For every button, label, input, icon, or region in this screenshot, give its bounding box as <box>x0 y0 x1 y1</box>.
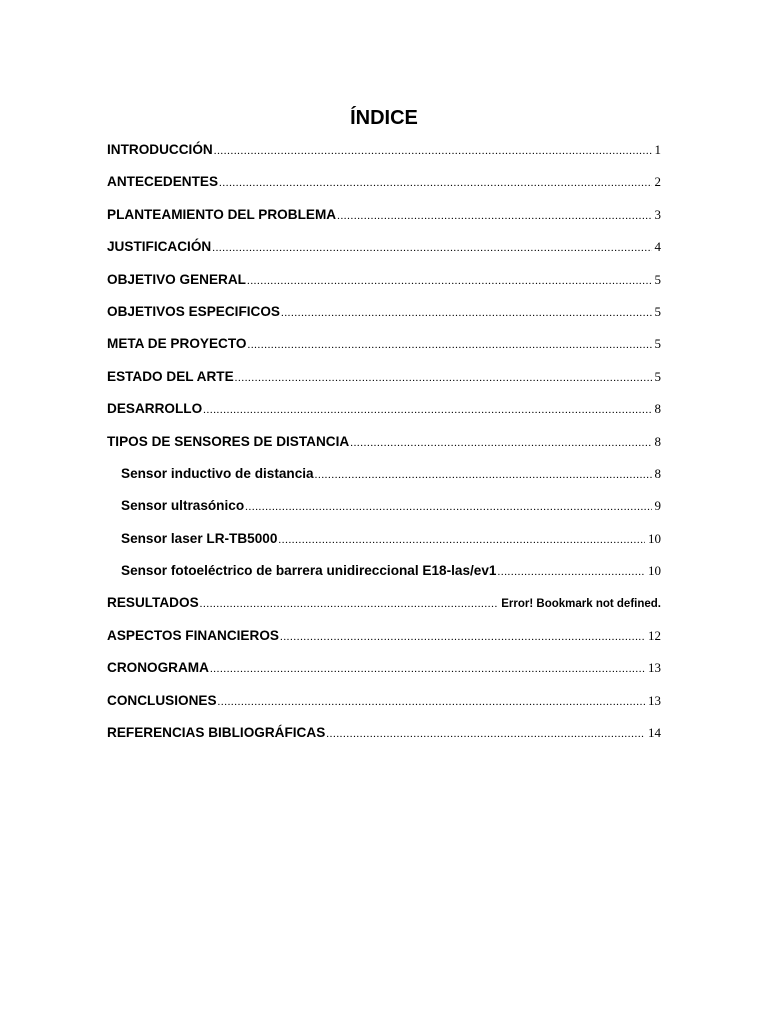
toc-subentry-sensor-laser[interactable] <box>107 528 661 560</box>
dot-leader <box>280 626 645 648</box>
dot-leader <box>214 140 652 162</box>
toc-entry-label: CRONOGRAMA <box>107 660 209 676</box>
toc-page-number: 8 <box>654 401 661 417</box>
toc-entry-antecedentes[interactable] <box>107 171 661 203</box>
dot-leader <box>212 237 651 259</box>
toc-entry-objetivos-especificos[interactable] <box>107 301 661 333</box>
dot-leader <box>203 399 651 421</box>
toc-page-number: 3 <box>654 206 661 222</box>
toc-page-number: 13 <box>648 660 661 676</box>
dot-leader <box>235 367 652 389</box>
toc-entry-meta-de-proyecto[interactable] <box>107 333 661 365</box>
toc-entry-label: JUSTIFICACIÓN <box>107 239 212 255</box>
toc-entry-label: DESARROLLO <box>107 401 203 417</box>
toc-entry-introduccion[interactable] <box>107 139 661 171</box>
toc-page-number: 2 <box>654 174 661 190</box>
page-title: ÍNDICE <box>350 107 418 129</box>
dot-leader <box>337 205 651 227</box>
toc-entry-justificacion[interactable] <box>107 236 661 268</box>
toc-page-number: 1 <box>654 142 661 157</box>
toc-subentry-sensor-fotoelectrico[interactable] <box>107 560 661 592</box>
toc-page-number: 4 <box>654 239 661 255</box>
dot-leader <box>315 464 652 486</box>
toc-entry-label: ANTECEDENTES <box>107 174 219 190</box>
toc-page-number: 10 <box>648 563 661 579</box>
toc-entry-label: CONCLUSIONES <box>107 692 217 708</box>
toc-subentry-sensor-ultrasonico[interactable] <box>107 495 661 527</box>
toc-page-number: 10 <box>648 530 661 546</box>
dot-leader <box>326 723 645 745</box>
table-of-contents <box>107 139 661 754</box>
toc-entry-label: OBJETIVOS ESPECIFICOS <box>107 303 280 319</box>
dot-leader <box>247 334 651 356</box>
dot-leader <box>210 658 645 680</box>
dot-leader <box>278 529 645 551</box>
toc-entry-label: ESTADO DEL ARTE <box>107 368 234 384</box>
toc-entry-planteamiento[interactable] <box>107 204 661 236</box>
toc-entry-label: Sensor laser LR-TB5000 <box>121 530 278 546</box>
dot-leader <box>218 691 645 713</box>
toc-page-number: 5 <box>654 336 661 352</box>
toc-entry-cronograma[interactable] <box>107 657 661 689</box>
toc-entry-label: Sensor fotoeléctrico de barrera unidireccional E18-las/ev1 <box>121 563 497 579</box>
toc-entry-referencias[interactable] <box>107 722 661 754</box>
toc-page-number: 12 <box>648 627 661 643</box>
toc-entry-label: OBJETIVO GENERAL <box>107 271 246 287</box>
dot-leader <box>245 496 651 518</box>
toc-page-number: 8 <box>654 433 661 449</box>
toc-entry-objetivo-general[interactable] <box>107 269 661 301</box>
toc-entry-estado-del-arte[interactable] <box>107 366 661 398</box>
toc-page-number: 5 <box>654 303 661 319</box>
toc-entry-resultados[interactable] <box>107 592 661 624</box>
dot-leader <box>219 172 651 194</box>
toc-page-number: 13 <box>648 692 661 708</box>
toc-entry-label: INTRODUCCIÓN <box>107 142 213 157</box>
dot-leader <box>498 561 646 583</box>
toc-entry-aspectos-financieros[interactable] <box>107 625 661 657</box>
dot-leader <box>200 593 499 615</box>
toc-page-number: 5 <box>654 368 661 384</box>
toc-page-number: 14 <box>648 725 661 741</box>
toc-entry-label: RESULTADOS <box>107 595 199 611</box>
toc-subentry-sensor-inductivo[interactable] <box>107 463 661 495</box>
toc-page-number: 5 <box>654 271 661 287</box>
toc-page-number: 9 <box>654 498 661 514</box>
toc-entry-label: PLANTEAMIENTO DEL PROBLEMA <box>107 206 337 222</box>
toc-entry-label: META DE PROYECTO <box>107 336 247 352</box>
dot-leader <box>350 432 651 454</box>
dot-leader <box>281 302 652 324</box>
toc-page-number: 8 <box>654 465 661 481</box>
toc-entry-label: Sensor ultrasónico <box>121 498 245 514</box>
toc-entry-conclusiones[interactable] <box>107 690 661 722</box>
toc-entry-label: TIPOS DE SENSORES DE DISTANCIA <box>107 433 350 449</box>
toc-entry-tipos-de-sensores[interactable] <box>107 431 661 463</box>
toc-entry-label: REFERENCIAS BIBLIOGRÁFICAS <box>107 725 326 741</box>
dot-leader <box>247 270 652 292</box>
toc-entry-label: ASPECTOS FINANCIEROS <box>107 627 279 643</box>
toc-entry-label: Sensor inductivo de distancia <box>121 465 314 481</box>
toc-entry-desarrollo[interactable] <box>107 398 661 430</box>
toc-bookmark-error: Error! Bookmark not defined. <box>501 598 661 611</box>
